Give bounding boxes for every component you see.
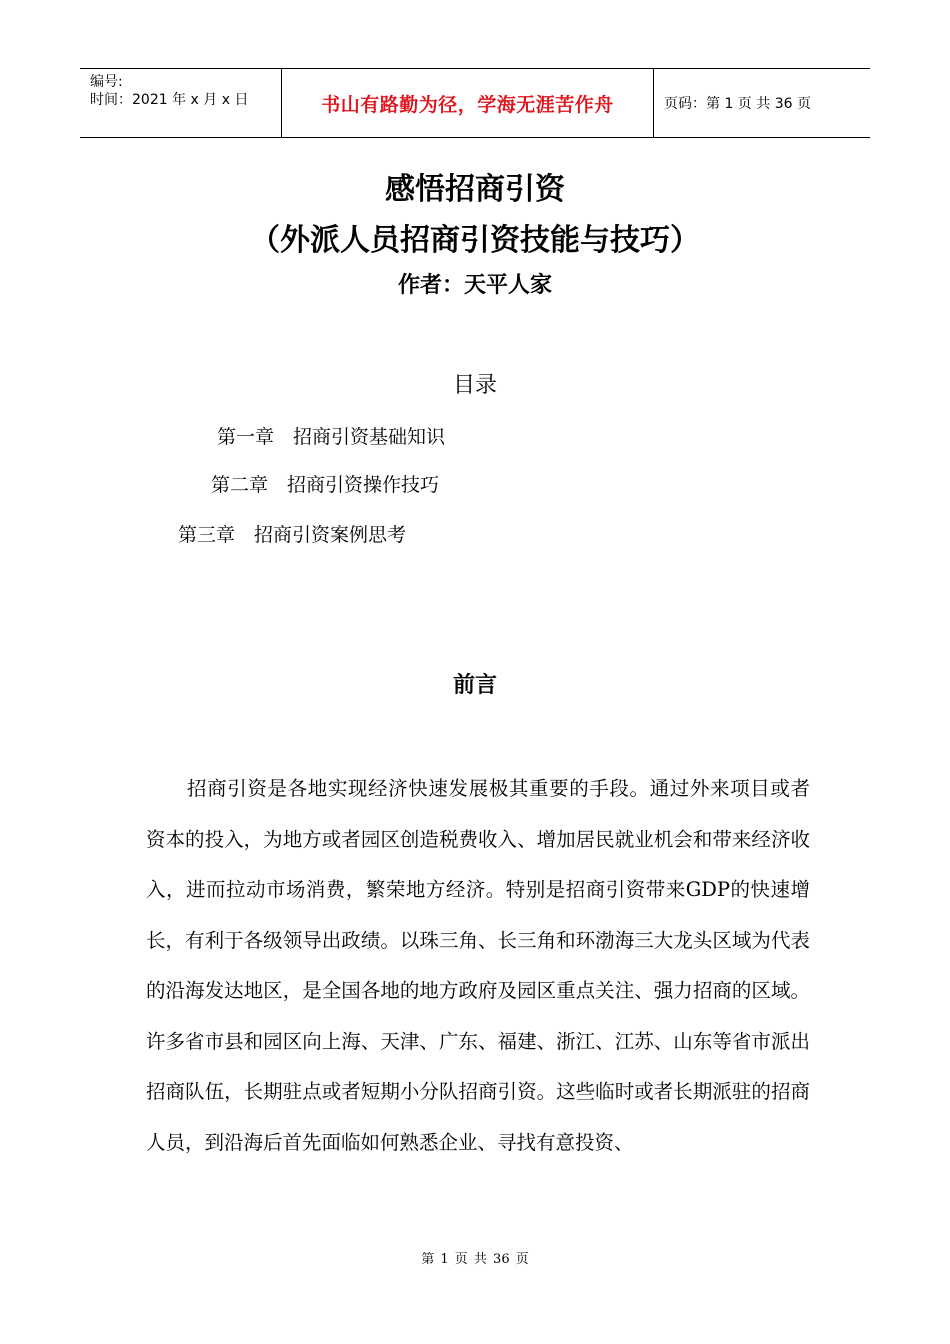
document-author: 作者：天平人家 [397,272,552,298]
document-subtitle: （外派人员招商引资技能与技巧） [250,223,700,258]
header-page-info [654,69,870,137]
toc-item-chapter-2: 第二章 招商引资操作技巧 [211,474,440,496]
preface-heading: 前言 [452,672,497,698]
document-header [80,68,870,138]
header-meta [80,69,281,137]
time-label: 时间：2021 年 x 月 x 日 [90,92,249,108]
header-motto-cell [281,69,654,137]
toc-item-chapter-3: 第三章 招商引资案例思考 [178,524,407,546]
toc-item-chapter-1: 第一章 招商引资基础知识 [217,426,446,448]
page-info-text: 页码：第 1 页 共 36 页 [664,96,811,112]
document-title: 感悟招商引资 [385,172,565,207]
preface-paragraph: 招商引资是各地实现经济快速发展极其重要的手段。通过外来项目或者资本的投入，为地方或者园区创造税费收入、增加居民就业机会和带来经济收入，进而拉动市场消费，繁荣地方经济。特别是招商引资带来GDP的快速增长，有利于各级领导出政绩。以珠三角、长三角和环渤海三大龙头区域为代表的沿海发达地区，是全国各地的地方政府及园区重点关注、强力招商的区域。许多省市县和园区向上海、天津、广东、福建、浙江、江苏、山东等省市派出招商队伍，长期驻点或者短期小分队招商引资。这些临时或者长期派驻的招商人员，到沿海后首先面临如何熟悉企业、寻找有意投资、 [146,777,810,1154]
page-footer: 第 1 页 共 36 页 [421,1252,529,1267]
number-label: 编号: [90,74,123,90]
toc-heading: 目录 [452,373,497,398]
motto-text: 书山有路勤为径，学海无涯苦作舟 [321,93,614,116]
